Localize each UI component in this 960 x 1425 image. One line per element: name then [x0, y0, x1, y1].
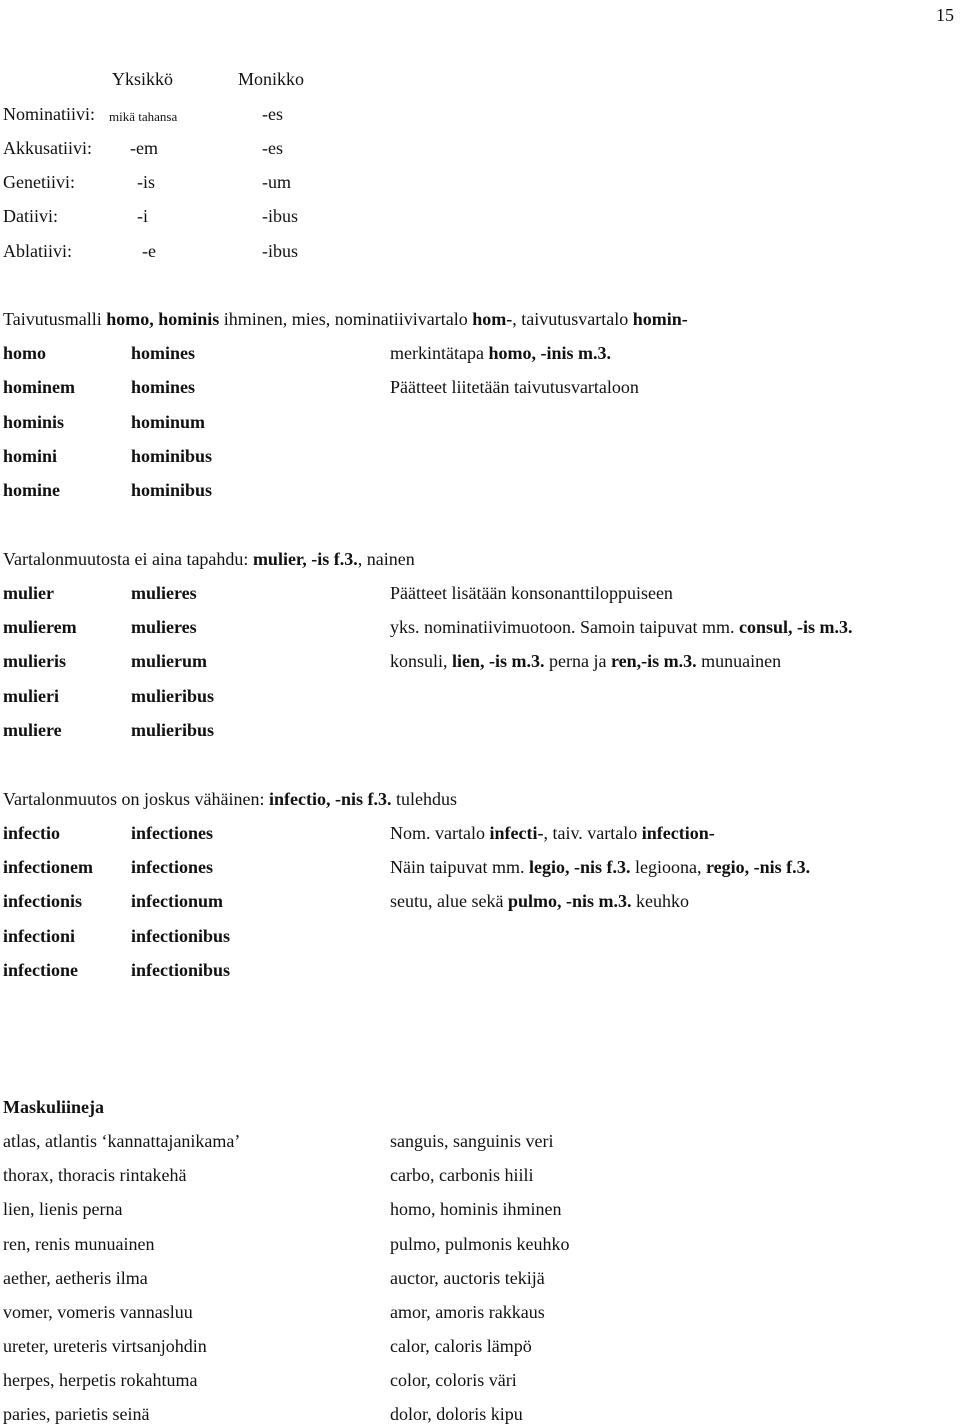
vocab-item: vomer, vomeris vannasluu: [3, 1302, 193, 1322]
singular-form: mulierem: [3, 617, 77, 637]
vocab-item: calor, caloris lämpö: [390, 1336, 532, 1356]
vocab-item: paries, parietis seinä: [3, 1404, 150, 1424]
vocab-item: aether, aetheris ilma: [3, 1268, 148, 1288]
singular-ending: -is: [137, 172, 155, 192]
singular-ending: -em: [130, 138, 158, 158]
mulier-intro: Vartalonmuutosta ei aina tapahdu: mulier, -is f.3., nainen: [3, 549, 415, 569]
vocab-item: pulmo, pulmonis keuhko: [390, 1234, 570, 1254]
intro-text: , taivutusvartalo: [512, 309, 633, 329]
vocab-item: ureter, ureteris virtsanjohdin: [3, 1336, 207, 1356]
vocab-item: ren, renis munuainen: [3, 1234, 155, 1254]
vocab-item: dolor, doloris kipu: [390, 1404, 523, 1424]
intro-text: ihminen, mies, nominatiivivartalo: [219, 309, 473, 329]
case-label: Genetiivi:: [3, 172, 75, 192]
singular-form: infectione: [3, 960, 78, 980]
stem: hom-: [472, 309, 513, 329]
plural-form: infectiones: [131, 857, 213, 877]
plural-ending: -ibus: [262, 206, 298, 226]
stem: homin-: [632, 309, 688, 329]
case-label: Nominatiivi:: [3, 104, 95, 124]
lemma: homo, hominis: [106, 309, 220, 329]
mulier-note: yks. nominatiivimuotoon. Samoin taipuvat mm. consul, -is m.3.: [390, 617, 853, 637]
singular-form: infectionis: [3, 891, 82, 911]
plural-form: infectionibus: [131, 960, 231, 980]
vocab-item: homo, hominis ihminen: [390, 1199, 562, 1219]
header-singular: Yksikkö: [112, 69, 174, 89]
vocab-item: auctor, auctoris tekijä: [390, 1268, 545, 1288]
case-label: Ablatiivi:: [3, 241, 72, 261]
vocab-item: thorax, thoracis rintakehä: [3, 1165, 187, 1185]
mulier-note: konsuli, lien, -is m.3. perna ja ren,-is m.3. munuainen: [390, 651, 782, 671]
plural-form: mulieres: [131, 583, 197, 603]
vocab-item: herpes, herpetis rokahtuma: [3, 1370, 198, 1390]
infectio-note: Nom. vartalo infecti-, taiv. vartalo infection-: [390, 823, 715, 843]
section-title: Maskuliineja: [3, 1097, 105, 1117]
singular-form: homini: [3, 446, 58, 466]
singular-form: homo: [3, 343, 47, 363]
homo-note: Päätteet liitetään taivutusvartaloon: [390, 377, 639, 397]
plural-form: mulieribus: [131, 686, 215, 706]
vocab-item: color, coloris väri: [390, 1370, 517, 1390]
plural-form: mulierum: [131, 651, 207, 671]
case-label: Datiivi:: [3, 206, 58, 226]
singular-ending: -i: [137, 206, 148, 226]
singular-form: mulier: [3, 583, 54, 603]
plural-ending: -es: [262, 138, 283, 158]
vocab-item: carbo, carbonis hiili: [390, 1165, 534, 1185]
homo-intro: [3, 308, 688, 330]
plural-form: hominum: [131, 412, 206, 432]
homo-note: merkintätapa homo, -inis m.3.: [390, 343, 611, 363]
mulier-note: Päätteet lisätään konsonanttiloppuiseen: [390, 583, 673, 603]
infectio-intro: Vartalonmuutos on joskus vähäinen: infectio, -nis f.3. tulehdus: [3, 789, 457, 809]
case-label: Akkusatiivi:: [3, 138, 92, 158]
singular-form: hominem: [3, 377, 75, 397]
singular-form: infectioni: [3, 926, 75, 946]
vocab-item: sanguis, sanguinis veri: [390, 1131, 554, 1151]
vocab-item: atlas, atlantis ‘kannattajanikama’: [3, 1131, 241, 1151]
singular-form: infectio: [3, 823, 60, 843]
plural-form: infectiones: [131, 823, 213, 843]
vocab-item: amor, amoris rakkaus: [390, 1302, 545, 1322]
singular-form: homine: [3, 480, 61, 500]
plural-form: homines: [131, 377, 196, 397]
singular-ending: -e: [142, 241, 156, 261]
singular-ending: mikä tahansa: [109, 109, 178, 124]
plural-form: homines: [131, 343, 196, 363]
header-plural: Monikko: [238, 69, 305, 89]
infectio-note: seutu, alue sekä pulmo, -nis m.3. keuhko: [390, 891, 689, 911]
plural-ending: -um: [262, 172, 291, 192]
singular-form: mulieri: [3, 686, 59, 706]
plural-form: infectionibus: [131, 926, 231, 946]
plural-form: hominibus: [131, 480, 213, 500]
plural-form: hominibus: [131, 446, 213, 466]
plural-form: infectionum: [131, 891, 223, 911]
infectio-note: Näin taipuvat mm. legio, -nis f.3. legioona, regio, -nis f.3.: [390, 857, 811, 877]
plural-ending: -ibus: [262, 241, 298, 261]
singular-form: mulieris: [3, 651, 66, 671]
page-number: 15: [936, 5, 954, 25]
plural-form: mulieribus: [131, 720, 215, 740]
singular-form: hominis: [3, 412, 65, 432]
plural-ending: -es: [262, 104, 283, 124]
plural-form: mulieres: [131, 617, 197, 637]
singular-form: infectionem: [3, 857, 93, 877]
singular-form: muliere: [3, 720, 62, 740]
intro-text: Taivutusmalli: [3, 309, 107, 329]
vocab-item: lien, lienis perna: [3, 1199, 123, 1219]
